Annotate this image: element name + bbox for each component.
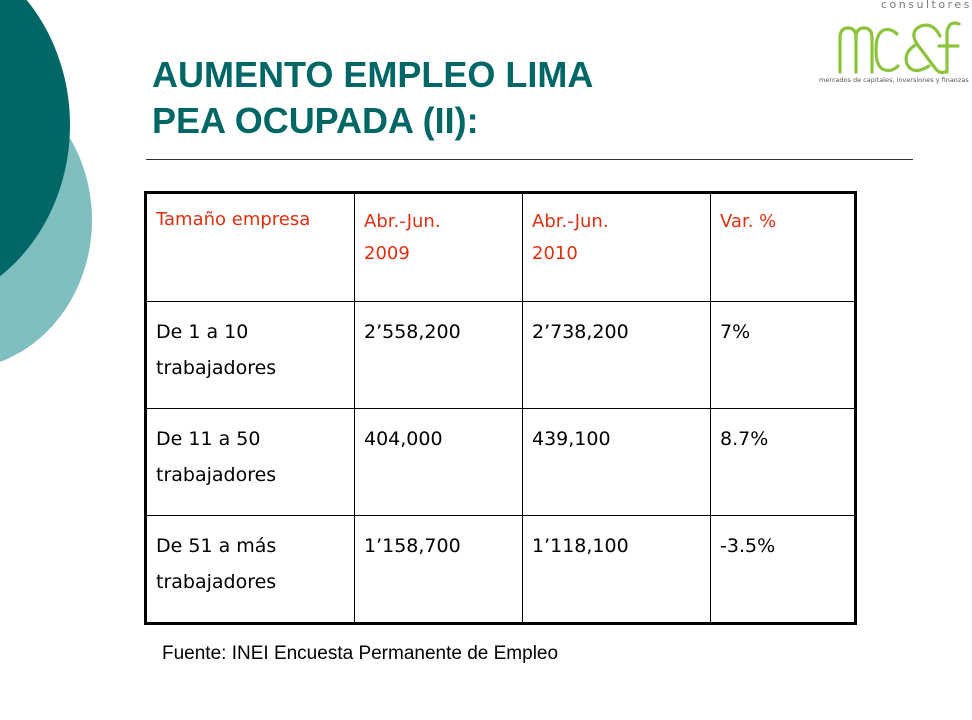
header-cell-variation: Var. %: [711, 193, 856, 302]
header-cell-size: Tamaño empresa: [146, 193, 355, 302]
cell-size: [146, 302, 355, 409]
cell-variation: 8.7%: [711, 409, 856, 516]
title-divider: [146, 159, 913, 160]
table-header-row: [146, 193, 856, 302]
size-range: De 51 a más: [156, 535, 277, 557]
cell-2009: 1’158,700: [355, 516, 523, 624]
page-title-line-2: PEA OCUPADA (II):: [152, 100, 479, 141]
header-2009-period: Abr.-Jun.: [364, 211, 441, 232]
header-cell-2009: [355, 193, 523, 302]
logo-top-text: consultores: [881, 0, 972, 11]
cell-size: [146, 516, 355, 624]
cell-2010: 2’738,200: [523, 302, 711, 409]
page-title: [152, 52, 593, 144]
header-2009-year: 2009: [364, 243, 410, 264]
size-unit: trabajadores: [156, 571, 277, 593]
employment-table: [144, 191, 857, 625]
header-2010-period: Abr.-Jun.: [532, 211, 609, 232]
header-2010-year: 2010: [532, 243, 578, 264]
page-title-line-1: AUMENTO EMPLEO LIMA: [152, 54, 594, 95]
cell-2010: 1’118,100: [523, 516, 711, 624]
table-row: [146, 409, 856, 516]
logo-mark-icon: [837, 14, 962, 76]
header-cell-2010: [523, 193, 711, 302]
size-range: De 1 a 10: [156, 321, 249, 343]
cell-2009: 2’558,200: [355, 302, 523, 409]
size-range: De 11 a 50: [156, 428, 261, 450]
cell-variation: -3.5%: [711, 516, 856, 624]
cell-2009: 404,000: [355, 409, 523, 516]
cell-2010: 439,100: [523, 409, 711, 516]
cell-variation: 7%: [711, 302, 856, 409]
source-note: Fuente: INEI Encuesta Permanente de Empleo: [162, 643, 559, 664]
size-unit: trabajadores: [156, 464, 277, 486]
logo-subtitle: mercados de capitales, inversiones y finanzas: [819, 76, 969, 84]
cell-size: [146, 409, 355, 516]
size-unit: trabajadores: [156, 357, 277, 379]
table-row: [146, 516, 856, 624]
company-logo: [815, 0, 972, 95]
table-row: [146, 302, 856, 409]
